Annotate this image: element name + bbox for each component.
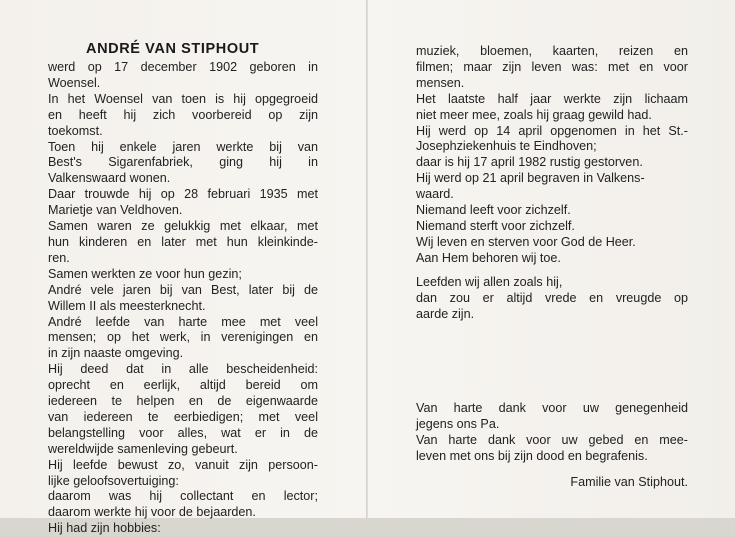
text-line: muziek, bloemen, kaarten, reizen en: [416, 44, 688, 58]
text-line: Hij deed dat in alle bescheidenheid:: [48, 362, 318, 377]
text-line: van iedereen te eerbiedigen; met veel: [48, 409, 318, 424]
text-line: mensen; op het werk, in verenigingen en: [48, 330, 318, 345]
text-line: waard.: [416, 187, 454, 202]
text-line: Hij werd op 14 april opgenomen in het St.-: [416, 123, 688, 138]
text-line: werd op 17 december 1902 geboren in: [48, 60, 318, 74]
text-line: Hij werd op 21 april begraven in Valkens-: [416, 171, 645, 186]
text-line: In het Woensel van toen is hij opgegroeid: [48, 91, 318, 106]
deceased-name-title: ANDRÉ VAN STIPHOUT: [86, 41, 260, 57]
text-line: Samen werkten ze voor hun gezin;: [48, 266, 242, 281]
right-text-block-remembrance: [416, 275, 688, 323]
text-line: Valkenswaard wonen.: [48, 171, 171, 186]
family-signature: Familie van Stiphout.: [570, 475, 688, 489]
text-line: filmen; maar zijn leven was: met en voor: [416, 59, 688, 74]
text-line: André vele jaren bij van Best, later bij de: [48, 282, 318, 297]
left-page: [48, 0, 318, 536]
right-page: [416, 0, 688, 518]
text-line: en heeft hij zich voorbereid op zijn: [48, 107, 318, 122]
right-text-block-verse: [416, 203, 688, 267]
text-line: dan zou er altijd vrede en vreugde op: [416, 290, 688, 305]
text-line: daarom werkte hij voor de bejaarden.: [48, 505, 256, 520]
text-line: belangstelling voor alles, wat er in de: [48, 425, 318, 440]
text-line: wereldwijde samenleving gebeurt.: [48, 441, 238, 456]
text-line: André leefde van harte mee met veel: [48, 314, 318, 329]
text-line: Daar trouwde hij op 28 februari 1935 met: [48, 187, 318, 202]
text-line: toekomst.: [48, 123, 103, 138]
text-line: Hij had zijn hobbies:: [48, 521, 161, 536]
text-line: hun kinderen en later met hun kleinkinde-: [48, 234, 318, 249]
text-line: in zijn naaste omgeving.: [48, 346, 184, 361]
text-line: Leefden wij allen zoals hij,: [416, 275, 563, 289]
text-line: Hij leefde bewust zo, vanuit zijn persoon-: [48, 457, 318, 472]
text-line: Josephziekenhuis te Eindhoven;: [416, 139, 597, 154]
text-line: Van harte dank voor uw gebed en mee-: [416, 432, 688, 447]
text-line: Willem II als meesterknecht.: [48, 298, 206, 313]
card-fold: [366, 0, 368, 518]
text-line: Wij leven en sterven voor God de Heer.: [416, 234, 636, 249]
text-line: daar is hij 17 april 1982 rustig gestorven.: [416, 155, 643, 170]
text-line: mensen.: [416, 75, 465, 90]
text-line: Van harte dank voor uw genegenheid: [416, 401, 688, 415]
text-line: Niemand sterft voor zichzelf.: [416, 218, 575, 233]
text-line: aarde zijn.: [416, 306, 475, 321]
text-line: Best's Sigarenfabriek, ging hij in: [48, 155, 318, 170]
text-line: iedereen te helpen en de eigenwaarde: [48, 394, 318, 409]
text-line: Woensel.: [48, 75, 101, 90]
text-line: niet meer mee, zoals hij graag gewild had.: [416, 107, 652, 122]
text-line: Aan Hem behoren wij toe.: [416, 250, 561, 265]
text-line: leven met ons bij zijn dood en begrafenis.: [416, 448, 648, 463]
text-line: Samen waren ze gelukkig met elkaar, met: [48, 219, 318, 234]
text-line: Toen hij enkele jaren werkte bij van: [48, 139, 318, 154]
text-line: ren.: [48, 250, 70, 265]
text-line: oprecht en eerlijk, altijd bereid om: [48, 378, 318, 393]
left-page-text: [48, 60, 318, 537]
text-line: Het laatste half jaar werkte zijn lichaam: [416, 91, 688, 106]
text-line: lijke geloofsovertuiging:: [48, 473, 179, 488]
right-text-block-thanks: [416, 401, 688, 465]
text-line: daarom was hij collectant en lector;: [48, 489, 318, 504]
right-text-block-hobbies: [416, 44, 688, 203]
text-line: jegens ons Pa.: [416, 416, 500, 431]
text-line: Marietje van Veldhoven.: [48, 203, 183, 218]
text-line: Niemand leeft voor zichzelf.: [416, 203, 571, 217]
